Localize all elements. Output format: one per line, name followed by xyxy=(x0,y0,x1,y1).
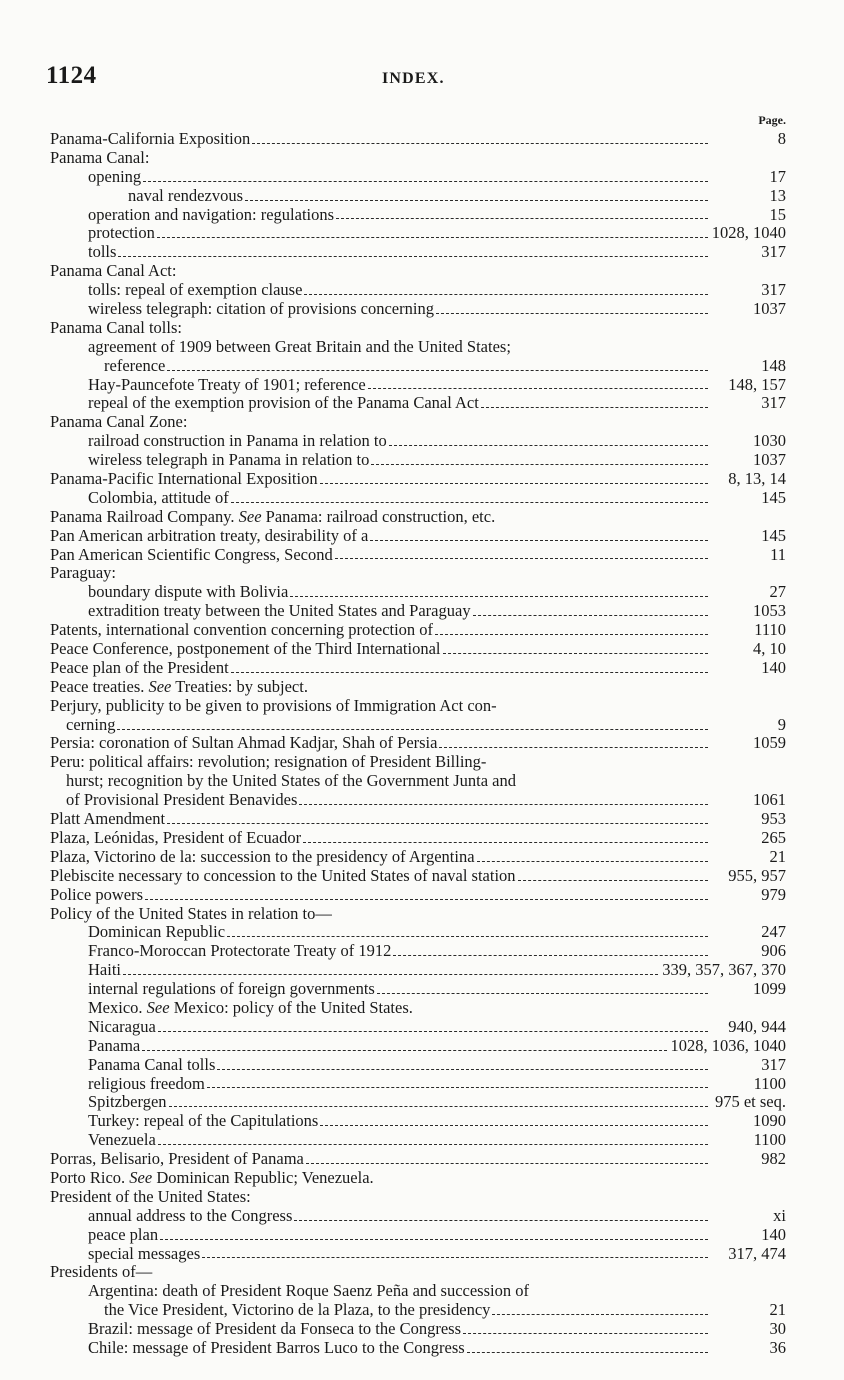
entry-page-ref: 317, 474 xyxy=(728,1243,786,1263)
index-entry xyxy=(0,224,844,243)
entry-text: extradition treaty between the United States and Paraguay xyxy=(88,601,471,621)
leader-dashes xyxy=(306,1162,708,1164)
index-entry xyxy=(0,413,844,432)
index-entry xyxy=(0,867,844,886)
index-entry xyxy=(0,772,844,791)
leader-dashes xyxy=(492,1313,708,1315)
index-entry xyxy=(0,300,844,319)
entry-text: Panama Canal: xyxy=(50,147,150,167)
index-entry xyxy=(0,187,844,206)
entry-text: Panama xyxy=(88,1035,141,1055)
entry-text: Presidents of— xyxy=(50,1262,153,1282)
entry-page-ref: 140 xyxy=(761,1224,786,1244)
entry-text: of Provisional President Benavides xyxy=(66,790,298,810)
index-entry xyxy=(0,168,844,187)
index-entry xyxy=(0,470,844,489)
index-entry xyxy=(0,376,844,395)
index-entry xyxy=(0,1282,844,1301)
entry-page-ref: 1090 xyxy=(753,1111,786,1131)
index-entry xyxy=(0,1056,844,1075)
leader-dashes xyxy=(320,482,708,484)
entry-text: Peace Conference, postponement of the Third International xyxy=(50,639,441,659)
leader-dashes xyxy=(158,1030,708,1032)
leader-dashes xyxy=(463,1332,708,1334)
entry-page-ref: xi xyxy=(773,1205,786,1225)
index-entry xyxy=(0,394,844,413)
entry-text: Panama Canal Act: xyxy=(50,261,177,281)
entry-text: reference xyxy=(104,355,166,375)
index-entry xyxy=(0,942,844,961)
index-entry xyxy=(0,564,844,583)
leader-dashes xyxy=(118,255,708,257)
index-entry xyxy=(0,319,844,338)
leader-dashes xyxy=(473,614,708,616)
entry-text: Police powers xyxy=(50,884,144,904)
entry-page-ref: 4, 10 xyxy=(753,639,786,659)
index-entry xyxy=(0,961,844,980)
leader-dashes xyxy=(477,860,708,862)
entry-text: Spitzbergen xyxy=(88,1092,167,1112)
entry-text: Perjury, publicity to be given to provisions of Immigration Act con- xyxy=(50,695,497,715)
index-entry xyxy=(0,640,844,659)
entry-text: Nicaragua xyxy=(88,1016,156,1036)
page-number: 1124 xyxy=(46,62,97,89)
entry-page-ref: 247 xyxy=(761,922,786,942)
entry-text: cerning xyxy=(66,714,116,734)
entry-text: Haiti xyxy=(88,960,121,980)
entry-page-ref: 1059 xyxy=(753,733,786,753)
index-entry xyxy=(0,1263,844,1282)
leader-dashes xyxy=(290,595,708,597)
index-entry xyxy=(0,621,844,640)
index-entry xyxy=(0,1112,844,1131)
index-entry xyxy=(0,1301,844,1320)
leader-dashes xyxy=(303,841,708,843)
entry-text: opening xyxy=(88,166,142,186)
index-entries xyxy=(0,130,844,1358)
entry-text: naval rendezvous xyxy=(128,185,243,205)
entry-page-ref: 30 xyxy=(769,1319,786,1339)
entry-page-ref: 1037 xyxy=(753,299,786,318)
index-entry xyxy=(0,905,844,924)
index-entry xyxy=(0,357,844,376)
entry-page-ref: 15 xyxy=(769,204,786,224)
leader-dashes xyxy=(202,1256,708,1258)
index-entry xyxy=(0,1131,844,1150)
entry-text: Peru: political affairs: revolution; resignation of President Billing- xyxy=(50,752,487,772)
index-entry xyxy=(0,338,844,357)
index-entry xyxy=(0,451,844,470)
entry-text: Policy of the United States in relation to— xyxy=(50,903,332,923)
entry-page-ref: 317 xyxy=(761,393,786,413)
entry-text: Plaza, Leónidas, President of Ecuador xyxy=(50,827,302,847)
index-entry xyxy=(0,716,844,735)
leader-dashes xyxy=(294,1219,708,1221)
entry-text: hurst; recognition by the United States of the Government Junta and xyxy=(66,771,516,791)
leader-dashes xyxy=(231,671,708,673)
index-entry xyxy=(0,1339,844,1358)
index-entry xyxy=(0,546,844,565)
entry-text: Panama-California Exposition xyxy=(50,128,251,148)
entry-page-ref: 145 xyxy=(761,487,786,507)
leader-dashes xyxy=(389,444,708,446)
leader-dashes xyxy=(231,501,708,503)
entry-text: Panama Canal tolls xyxy=(88,1054,216,1074)
entry-text: Pan American arbitration treaty, desirability of a xyxy=(50,525,369,545)
entry-page-ref: 13 xyxy=(769,185,786,205)
index-entry xyxy=(0,1226,844,1245)
index-entry xyxy=(0,1150,844,1169)
entry-text: peace plan xyxy=(88,1224,159,1244)
entry-text: Argentina: death of President Roque Saenz Peña and succession of xyxy=(88,1281,529,1301)
entry-page-ref: 1100 xyxy=(753,1073,786,1093)
entry-page-ref: 21 xyxy=(769,846,786,866)
entry-text: Patents, international convention concerning protection of xyxy=(50,620,434,640)
leader-dashes xyxy=(169,1105,708,1107)
entry-text: Chile: message of President Barros Luco to the Congress xyxy=(88,1337,465,1357)
entry-page-ref: 317 xyxy=(761,280,786,300)
leader-dashes xyxy=(371,463,708,465)
entry-text: Platt Amendment xyxy=(50,809,166,829)
leader-dashes xyxy=(117,728,708,730)
index-entry xyxy=(0,262,844,281)
entry-page-ref: 982 xyxy=(761,1149,786,1169)
index-entry xyxy=(0,583,844,602)
leader-dashes xyxy=(158,1143,708,1145)
index-entry xyxy=(0,791,844,810)
index-entry xyxy=(0,697,844,716)
entry-page-ref: 148 xyxy=(761,355,786,375)
entry-text: Dominican Republic xyxy=(88,922,226,942)
entry-page-ref: 317 xyxy=(761,242,786,262)
entry-text: Panama-Pacific International Exposition xyxy=(50,469,318,489)
leader-dashes xyxy=(368,387,708,389)
entry-page-ref: 953 xyxy=(761,809,786,829)
entry-text: internal regulations of foreign governments xyxy=(88,979,375,999)
entry-text: Panama Canal tolls: xyxy=(50,317,182,337)
entry-text: Turkey: repeal of the Capitulations xyxy=(88,1111,319,1131)
leader-dashes xyxy=(377,992,708,994)
index-entry xyxy=(0,1245,844,1264)
index-entry xyxy=(0,602,844,621)
leader-dashes xyxy=(518,879,708,881)
entry-page-ref: 27 xyxy=(769,582,786,602)
entry-text: special messages xyxy=(88,1243,201,1263)
entry-page-ref: 9 xyxy=(777,714,786,734)
entry-text: Persia: coronation of Sultan Ahmad Kadjar, Shah of Persia xyxy=(50,733,438,753)
index-entry xyxy=(0,980,844,999)
entry-text: protection xyxy=(88,223,155,243)
entry-page-ref: 145 xyxy=(761,525,786,545)
running-head: INDEX. xyxy=(382,70,445,87)
leader-dashes xyxy=(393,954,708,956)
index-entry xyxy=(0,281,844,300)
index-entry xyxy=(0,149,844,168)
leader-dashes xyxy=(252,142,708,144)
entry-text: Pan American Scientific Congress, Second xyxy=(50,544,333,564)
entry-page-ref: 17 xyxy=(769,166,786,186)
leader-dashes xyxy=(336,217,708,219)
entry-page-ref: 1028, 1036, 1040 xyxy=(670,1035,786,1055)
entry-page-ref: 906 xyxy=(761,941,786,961)
entry-text: annual address to the Congress xyxy=(88,1205,293,1225)
entry-text: boundary dispute with Bolivia xyxy=(88,582,289,602)
leader-dashes xyxy=(436,312,708,314)
index-entry xyxy=(0,1169,844,1188)
index-entry xyxy=(0,810,844,829)
index-entry xyxy=(0,1207,844,1226)
entry-text: the Vice President, Victorino de la Plaza, to the presidency xyxy=(104,1300,491,1320)
leader-dashes xyxy=(217,1068,708,1070)
entry-page-ref: 1099 xyxy=(753,979,786,999)
leader-dashes xyxy=(370,539,708,541)
entry-text: wireless telegraph in Panama in relation to xyxy=(88,450,370,470)
entry-page-ref: 940, 944 xyxy=(728,1016,786,1036)
entry-text: repeal of the exemption provision of the Panama Canal Act xyxy=(88,393,479,413)
entry-page-ref: 975 et seq. xyxy=(714,1092,786,1112)
index-entry xyxy=(0,735,844,754)
entry-text: Hay-Pauncefote Treaty of 1901; reference xyxy=(88,374,366,394)
index-entry xyxy=(0,1320,844,1339)
leader-dashes xyxy=(167,369,708,371)
entry-text: Venezuela xyxy=(88,1130,156,1150)
entry-page-ref: 1110 xyxy=(754,620,786,640)
index-entry xyxy=(0,999,844,1018)
leader-dashes xyxy=(439,746,708,748)
leader-dashes xyxy=(481,406,708,408)
page-column-label: Page. xyxy=(758,113,786,127)
entry-page-ref: 265 xyxy=(761,827,786,847)
entry-text: wireless telegraph: citation of provisions concerning xyxy=(88,299,434,318)
index-entry xyxy=(0,659,844,678)
entry-text: agreement of 1909 between Great Britain and the United States; xyxy=(88,336,511,356)
entry-page-ref: 1053 xyxy=(753,601,786,621)
index-entry xyxy=(0,848,844,867)
entry-page-ref: 140 xyxy=(761,657,786,677)
entry-page-ref: 1061 xyxy=(753,790,786,810)
entry-page-ref: 1028, 1040 xyxy=(711,223,786,243)
entry-text: religious freedom xyxy=(88,1073,205,1093)
entry-text: Porras, Belisario, President of Panama xyxy=(50,1149,304,1169)
entry-text: Plebiscite necessary to concession to the United States of naval station xyxy=(50,865,516,885)
leader-dashes xyxy=(467,1351,708,1353)
leader-dashes xyxy=(335,557,708,559)
entry-text: Panama Canal Zone: xyxy=(50,412,188,432)
entry-text: tolls xyxy=(88,242,117,262)
entry-page-ref: 339, 357, 367, 370 xyxy=(662,960,786,980)
entry-text: Mexico. See Mexico: policy of the United States. xyxy=(88,997,413,1017)
entry-text: Colombia, attitude of xyxy=(88,487,229,507)
leader-dashes xyxy=(145,898,708,900)
entry-text: Peace plan of the President xyxy=(50,657,229,677)
leader-dashes xyxy=(143,180,708,182)
index-entry xyxy=(0,432,844,451)
entry-page-ref: 1100 xyxy=(753,1130,786,1150)
entry-page-ref: 8, 13, 14 xyxy=(728,469,786,489)
entry-page-ref: 36 xyxy=(769,1337,786,1357)
leader-dashes xyxy=(435,633,708,635)
entry-page-ref: 955, 957 xyxy=(728,865,786,885)
leader-dashes xyxy=(142,1049,666,1051)
entry-page-ref: 1030 xyxy=(753,431,786,451)
entry-page-ref: 317 xyxy=(761,1054,786,1074)
entry-page-ref: 8 xyxy=(777,128,786,148)
leader-dashes xyxy=(320,1124,708,1126)
leader-dashes xyxy=(443,652,708,654)
leader-dashes xyxy=(207,1086,708,1088)
index-entry xyxy=(0,678,844,697)
entry-text: Brazil: message of President da Fonseca to the Congress xyxy=(88,1319,461,1339)
entry-text: Porto Rico. See Dominican Republic; Venezuela. xyxy=(50,1167,374,1187)
index-entry xyxy=(0,1188,844,1207)
index-entry xyxy=(0,130,844,149)
entry-page-ref: 21 xyxy=(769,1300,786,1320)
leader-dashes xyxy=(123,973,658,975)
leader-dashes xyxy=(227,935,708,937)
index-entry xyxy=(0,508,844,527)
index-entry xyxy=(0,886,844,905)
entry-text: Plaza, Victorino de la: succession to the presidency of Argentina xyxy=(50,846,475,866)
leader-dashes xyxy=(167,822,708,824)
index-entry xyxy=(0,923,844,942)
entry-text: operation and navigation: regulations xyxy=(88,204,335,224)
index-entry xyxy=(0,1037,844,1056)
index-entry xyxy=(0,753,844,772)
index-entry xyxy=(0,527,844,546)
entry-text: Franco-Moroccan Protectorate Treaty of 1912 xyxy=(88,941,392,961)
entry-page-ref: 979 xyxy=(761,884,786,904)
index-entry xyxy=(0,206,844,225)
index-entry xyxy=(0,1018,844,1037)
entry-page-ref: 11 xyxy=(770,544,786,564)
entry-text: tolls: repeal of exemption clause xyxy=(88,280,303,300)
entry-text: Panama Railroad Company. See Panama: railroad construction, etc. xyxy=(50,506,496,526)
leader-dashes xyxy=(160,1238,708,1240)
index-entry xyxy=(0,1075,844,1094)
entry-page-ref: 1037 xyxy=(753,450,786,470)
leader-dashes xyxy=(304,293,708,295)
index-entry xyxy=(0,489,844,508)
leader-dashes xyxy=(245,199,708,201)
index-entry xyxy=(0,243,844,262)
entry-text: Peace treaties. See Treaties: by subject. xyxy=(50,676,308,696)
index-entry xyxy=(0,829,844,848)
index-entry xyxy=(0,1093,844,1112)
entry-text: President of the United States: xyxy=(50,1186,251,1206)
entry-page-ref: 148, 157 xyxy=(728,374,786,394)
entry-text: railroad construction in Panama in relation to xyxy=(88,431,387,451)
entry-text: Paraguay: xyxy=(50,563,116,583)
leader-dashes xyxy=(157,236,708,238)
leader-dashes xyxy=(299,803,708,805)
